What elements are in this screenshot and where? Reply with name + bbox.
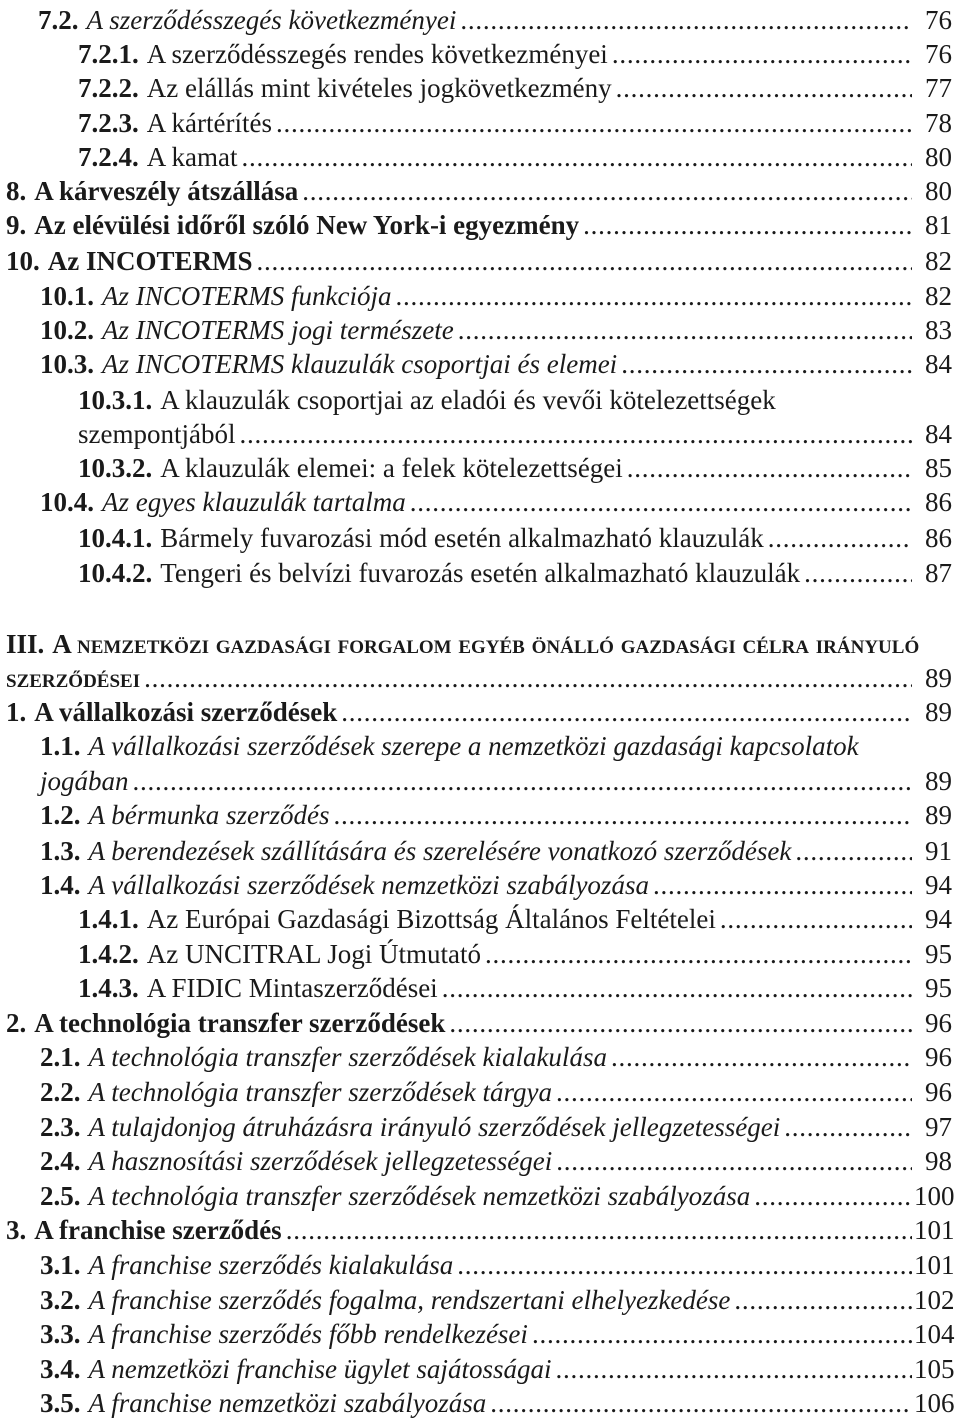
toc-entry-title: A kárveszély átszállása — [34, 176, 299, 206]
toc-entry-title: A technológia transzfer szerződések nemzetközi szabályozása — [88, 1181, 751, 1211]
toc-entry[interactable] — [40, 347, 952, 381]
toc-entry[interactable] — [40, 1317, 955, 1351]
toc-entry-number: 2.2. — [40, 1077, 81, 1107]
toc-entry[interactable] — [6, 174, 952, 208]
toc-entry-number: 10.3.2. — [78, 453, 153, 483]
dot-leader — [460, 3, 912, 37]
toc-entry[interactable] — [40, 798, 952, 832]
toc-entry-number: III. — [6, 629, 45, 659]
toc-entry-number: 1.1. — [40, 731, 81, 761]
toc-entry-number: 2.5. — [40, 1181, 81, 1211]
toc-entry-number: 10. — [6, 246, 40, 276]
toc-entry-page: 76 — [925, 5, 952, 35]
toc-entry-title: A hasznosítási szerződések jellegzetességei — [88, 1146, 553, 1176]
dot-leader — [239, 417, 912, 451]
toc-entry-number: 7.2.1. — [78, 39, 139, 69]
toc-entry-title: Az INCOTERMS klauzulák csoportjai és elemei — [102, 349, 618, 379]
toc-entry-title: A klauzulák csoportjai az eladói és vevői kötelezettségek — [160, 385, 776, 415]
dot-leader — [612, 37, 912, 71]
toc-entry[interactable] — [78, 937, 952, 971]
toc-entry-page: 85 — [925, 453, 952, 483]
dot-leader — [241, 140, 912, 174]
toc-entry[interactable] — [40, 1352, 955, 1386]
toc-entry-page: 105 — [914, 1354, 955, 1384]
toc-entry-page: 86 — [925, 487, 952, 517]
toc-entry[interactable] — [40, 1075, 952, 1109]
toc-entry-page: 89 — [925, 800, 952, 830]
toc-entry-page: 81 — [925, 210, 952, 240]
dot-leader — [611, 1040, 912, 1074]
toc-entry[interactable] — [40, 1179, 955, 1213]
dot-leader — [555, 1352, 912, 1386]
dot-leader — [341, 695, 912, 729]
dot-leader — [410, 485, 912, 519]
toc-entry[interactable] — [40, 1283, 955, 1317]
toc-entry-title: A bérmunka szerződés — [88, 800, 330, 830]
toc-entry-page: 87 — [925, 558, 952, 588]
toc-entry-number: 10.3. — [40, 349, 94, 379]
toc-entry-page: 89 — [925, 663, 952, 693]
toc-entry[interactable] — [40, 485, 952, 519]
toc-entry-number: 3.2. — [40, 1285, 81, 1315]
toc-entry-page: 91 — [925, 836, 952, 866]
toc-entry-title: A szerződésszegés következményei — [86, 5, 457, 35]
toc-entry-title: A technológia transzfer szerződések — [34, 1008, 446, 1038]
toc-entry-page: 83 — [925, 315, 952, 345]
toc-entry[interactable] — [40, 1248, 955, 1282]
toc-entry-page: 94 — [925, 870, 952, 900]
dot-leader — [457, 1248, 912, 1282]
dot-leader — [768, 521, 912, 555]
dot-leader — [490, 1386, 912, 1420]
toc-entry-number: 10.1. — [40, 281, 94, 311]
toc-entry[interactable] — [78, 556, 952, 590]
toc-entry[interactable] — [6, 695, 952, 729]
toc-entry-page: 80 — [925, 176, 952, 206]
toc-entry-page: 80 — [925, 142, 952, 172]
toc-entry-page: 94 — [925, 904, 952, 934]
toc-entry-title: szempontjából — [78, 419, 236, 449]
toc-entry-title: A kamat — [146, 142, 238, 172]
dot-leader — [333, 798, 912, 832]
dot-leader — [795, 834, 912, 868]
dot-leader — [754, 1179, 912, 1213]
toc-entry-page: 101 — [914, 1250, 955, 1280]
toc-entry-title: Az INCOTERMS funkciója — [102, 281, 392, 311]
toc-entry[interactable] — [6, 244, 952, 278]
dot-leader — [653, 868, 912, 902]
toc-entry[interactable] — [78, 383, 776, 417]
dot-leader — [532, 1317, 912, 1351]
toc-entry[interactable] — [6, 1006, 952, 1040]
dot-leader — [784, 1110, 912, 1144]
toc-entry-page: 89 — [925, 697, 952, 727]
toc-entry-title: A tulajdonjog átruházásra irányuló szerződések jellegzetességei — [88, 1112, 781, 1142]
dot-leader — [302, 174, 912, 208]
toc-entry-title: Az elállás mint kivételes jogkövetkezmény — [146, 73, 612, 103]
toc-entry-number: 7.2.2. — [78, 73, 139, 103]
toc-entry-page: 102 — [914, 1285, 955, 1315]
toc-entry-page: 97 — [925, 1112, 952, 1142]
toc-entry-title: A vállalkozási szerződések — [34, 697, 338, 727]
dot-leader — [395, 279, 912, 313]
toc-entry-title: A berendezések szállítására és szerelésére vonatkozó szerződések — [88, 836, 792, 866]
toc-entry-number: 3. — [6, 1215, 27, 1245]
toc-entry-title: Az egyes klauzulák tartalma — [102, 487, 406, 517]
toc-entry-number: 2.1. — [40, 1042, 81, 1072]
toc-entry-page: 84 — [925, 419, 952, 449]
dot-leader — [616, 71, 912, 105]
toc-entry-number: 1. — [6, 697, 27, 727]
toc-entry-number: 10.4.1. — [78, 523, 153, 553]
dot-leader — [621, 347, 912, 381]
toc-entry[interactable] — [40, 834, 952, 868]
toc-entry[interactable] — [40, 1386, 955, 1420]
toc-entry-page: 95 — [925, 973, 952, 1003]
dot-leader — [485, 937, 912, 971]
toc-entry-title: A kártérítés — [146, 108, 272, 138]
toc-entry-title: Bármely fuvarozási mód esetén alkalmazható klauzulák — [160, 523, 764, 553]
toc-entry-number: 7.2.4. — [78, 142, 139, 172]
toc-entry-title: Az elévülési időről szóló New York-i egyezmény — [34, 210, 580, 240]
toc-entry-number: 10.4. — [40, 487, 94, 517]
dot-leader — [556, 1144, 912, 1178]
toc-entry-page: 84 — [925, 349, 952, 379]
toc-entry-number: 2. — [6, 1008, 27, 1038]
toc-entry-number: 10.4.2. — [78, 558, 153, 588]
toc-entry-title: Az Európai Gazdasági Bizottság Általános Feltételei — [146, 904, 716, 934]
toc-entry-page: 78 — [925, 108, 952, 138]
toc-entry-title: A szerződésszegés rendes következményei — [146, 39, 608, 69]
toc-entry-page: 96 — [925, 1008, 952, 1038]
toc-entry-number: 3.1. — [40, 1250, 81, 1280]
toc-entry[interactable] — [6, 208, 952, 242]
toc-entry-page: 86 — [925, 523, 952, 553]
toc-entry[interactable] — [40, 1110, 952, 1144]
dot-leader — [449, 1006, 912, 1040]
dot-leader — [804, 556, 912, 590]
toc-entry-number: 3.3. — [40, 1319, 81, 1349]
toc-entry-title: jogában — [40, 766, 129, 796]
toc-entry-title: A franchise szerződés kialakulása — [88, 1250, 454, 1280]
toc-entry-page: 100 — [914, 1181, 955, 1211]
toc-entry-title: A nemzetközi franchise ügylet sajátosságai — [88, 1354, 552, 1384]
toc-entry-number: 2.4. — [40, 1146, 81, 1176]
toc-entry-page: 96 — [925, 1042, 952, 1072]
dot-leader — [133, 764, 912, 798]
dot-leader — [734, 1283, 912, 1317]
toc-entry-page: 77 — [925, 73, 952, 103]
toc-entry[interactable] — [40, 1144, 952, 1178]
toc-entry-page: 98 — [925, 1146, 952, 1176]
toc-entry[interactable] — [78, 971, 952, 1005]
toc-entry-number: 1.4. — [40, 870, 81, 900]
toc-entry-number: 1.3. — [40, 836, 81, 866]
toc-entry-page: 104 — [914, 1319, 955, 1349]
toc-entry-number: 1.2. — [40, 800, 81, 830]
toc-entry-continuation[interactable] — [78, 417, 952, 451]
toc-entry-title: A franchise szerződés főbb rendelkezései — [88, 1319, 528, 1349]
toc-entry[interactable] — [78, 451, 952, 485]
toc-entry-number: 10.2. — [40, 315, 94, 345]
toc-entry-number: 1.4.2. — [78, 939, 139, 969]
toc-entry-title: A FIDIC Mintaszerződései — [146, 973, 438, 1003]
toc-entry[interactable] — [78, 106, 952, 140]
toc-entry[interactable] — [78, 140, 952, 174]
toc-entry-continuation[interactable] — [6, 661, 952, 695]
toc-entry-title: Tengeri és belvízi fuvarozás esetén alkalmazható klauzulák — [160, 558, 801, 588]
toc-entry[interactable] — [40, 279, 952, 313]
toc-entry-title: A franchise szerződés fogalma, rendszertani elhelyezkedése — [88, 1285, 731, 1315]
toc-entry-number: 2.3. — [40, 1112, 81, 1142]
toc-entry[interactable] — [40, 729, 859, 763]
toc-entry-number: 10.3.1. — [78, 385, 153, 415]
toc-entry-title: szerződései — [6, 663, 141, 693]
toc-entry-title: A franchise nemzetközi szabályozása — [88, 1388, 487, 1418]
toc-entry[interactable] — [78, 37, 952, 71]
dot-leader — [286, 1213, 912, 1247]
toc-entry-number: 1.4.3. — [78, 973, 139, 1003]
toc-entry[interactable] — [38, 3, 952, 37]
toc-entry-page: 101 — [914, 1215, 955, 1245]
toc-entry-continuation[interactable] — [40, 764, 952, 798]
toc-entry-number: 7.2. — [38, 5, 79, 35]
toc-entry-title: A franchise szerződés — [34, 1215, 282, 1245]
dot-leader — [257, 244, 912, 278]
dot-leader — [627, 451, 912, 485]
toc-entry-number: 8. — [6, 176, 27, 206]
toc-entry-page: 89 — [925, 766, 952, 796]
toc-entry-page: 82 — [925, 281, 952, 311]
toc-entry-number: 1.4.1. — [78, 904, 139, 934]
toc-entry-title: Az INCOTERMS — [47, 246, 253, 276]
toc-entry[interactable] — [78, 71, 952, 105]
dot-leader — [720, 902, 912, 936]
dot-leader — [583, 208, 912, 242]
toc-entry[interactable] — [78, 902, 952, 936]
toc-entry-title: Az UNCITRAL Jogi Útmutató — [146, 939, 481, 969]
toc-entry-page: 106 — [914, 1388, 955, 1418]
toc-entry-title: A vállalkozási szerződések nemzetközi szabályozása — [88, 870, 649, 900]
dot-leader — [144, 661, 912, 695]
toc-entry[interactable] — [6, 1213, 955, 1247]
toc-entry-title: A vállalkozási szerződések szerepe a nemzetközi gazdasági kapcsolatok — [88, 731, 859, 761]
toc-entry-number: 9. — [6, 210, 27, 240]
toc-entry[interactable] — [40, 868, 952, 902]
toc-entry-page: 76 — [925, 39, 952, 69]
toc-entry-number: 7.2.3. — [78, 108, 139, 138]
toc-entry-title: A nemzetközi gazdasági forgalom egyéb önálló gazdasági célra irányuló — [52, 629, 920, 659]
toc-entry-number: 3.5. — [40, 1388, 81, 1418]
dot-leader — [556, 1075, 912, 1109]
toc-entry-title: A technológia transzfer szerződések tárgya — [88, 1077, 552, 1107]
toc-entry[interactable] — [40, 313, 952, 347]
toc-entry-page: 82 — [925, 246, 952, 276]
toc-entry-page: 96 — [925, 1077, 952, 1107]
toc-entry-number: 3.4. — [40, 1354, 81, 1384]
toc-entry-title: Az INCOTERMS jogi természete — [102, 315, 454, 345]
toc-entry[interactable] — [40, 1040, 952, 1074]
toc-entry[interactable] — [78, 521, 952, 555]
toc-entry-page: 95 — [925, 939, 952, 969]
toc-entry-title: A klauzulák elemei: a felek kötelezettségei — [160, 453, 623, 483]
dot-leader — [442, 971, 912, 1005]
toc-part-heading[interactable] — [6, 627, 919, 661]
toc-entry-title: A technológia transzfer szerződések kialakulása — [88, 1042, 607, 1072]
dot-leader — [276, 106, 912, 140]
dot-leader — [458, 313, 912, 347]
